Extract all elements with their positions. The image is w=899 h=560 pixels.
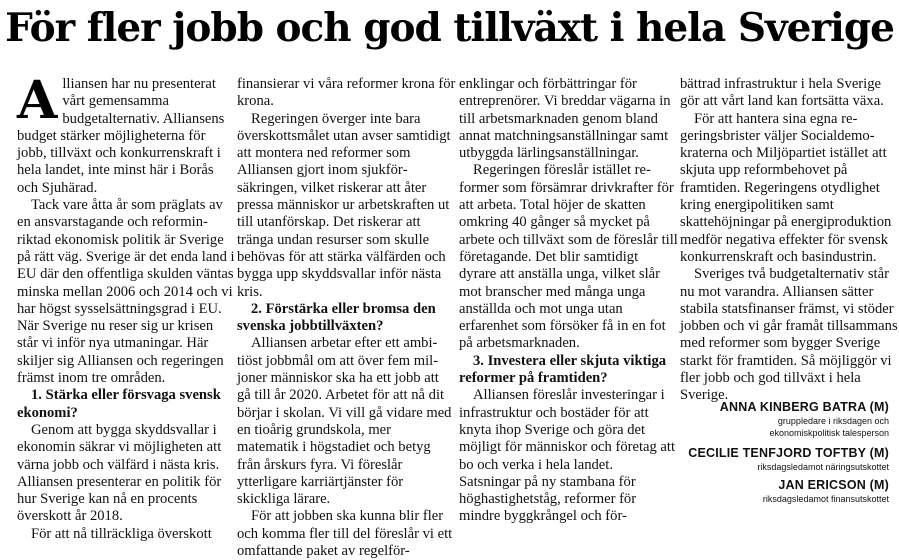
article-column-2 <box>237 76 456 560</box>
signature-name: CECILIE TENFJORD TOFTBY (M) <box>688 446 889 460</box>
signature-block-1 <box>680 400 889 439</box>
signature-title: riksdagsledamot näringsutskottet <box>757 462 889 472</box>
article-column-3 <box>459 76 678 526</box>
body-paragraph: finansierar vi våra reformer krona för krona. <box>237 76 456 110</box>
signature-block-3 <box>680 478 889 505</box>
body-paragraph: Tack vare åtta år som präglats av en ansvarstagande och reforminriktad ekonomisk politik är Sverige på rätt väg. Sverige är det enda land i EU där den offentliga skulden väntas minska mellan 2006 och 2014 och vi har högst sysselsättningsgrad i EU. När Sverige nu reser sig ur krisen står vi inför nya utmaningar. Här skiljer sig Alliansen och regeringen främst inom tre områden. <box>17 197 235 387</box>
body-paragraph: Sveriges två budgetalternativ står nu mot varandra. Alliansen sätter stabila statsfinanser främst, vi stöder jobben och vi går framåt tillsammans med reformer som bygger Sverige starkt för framtiden. Så möjliggör vi fler jobb och god tillväxt i hela Sverige. <box>680 266 898 404</box>
signature-title: ekonomiskpolitisk talesperson <box>769 428 889 438</box>
body-paragraph: enklingar och förbättringar för entreprenörer. Vi breddar vägarna in till arbetsmarknaden genom bland annat matchningsanställningar samt utbyggda lärlingsanställningar. <box>459 76 671 162</box>
body-paragraph: För att nå tillräckliga överskott <box>31 525 212 542</box>
signature-block-2 <box>680 446 889 473</box>
body-paragraph: Genom att bygga skyddsvallar i ekonomin säkrar vi möjligheten att värna jobb och välfärd i nästa kris. Alliansen presenterar en politik för hur Sverige kan nå en procents överskott år 2018. <box>17 421 222 525</box>
body-paragraph: Regeringen föreslår istället reformer som försämrar drivkrafter för att arbeta. Total höjer de skatten omkring 40 gånger så mycket på arbete och tillväxt som de föreslår till företagande. Det blir samtidigt dyrare att anställa unga, vilket slår mot branscher med många unga anställda och mot unga utan erfarenhet som försöker få in en fot på arbetsmarknaden. <box>459 162 678 352</box>
body-paragraph: bättrad infrastruktur i hela Sverige gör att vårt land kan fortsätta växa. <box>680 76 884 110</box>
section-heading-3: 3. Investera eller skjuta viktiga reformer på framtiden? <box>459 352 667 387</box>
body-paragraph: Alliansen arbetar efter ett ambitiöst jobbmål om att över fem miljoner människor ska ha ett jobb att gå till år 2020. Arbetet för att nå dit börjar i skolan. Vi vill gå vidare med en tioårig grundskola, mer matematik i högstadiet och betyg från årskurs fyra. Vi föreslår ytterligare karriärtjänster för skickliga lärare. <box>237 335 452 508</box>
intro-paragraph <box>17 70 236 197</box>
signature-title: gruppledare i riksdagen och <box>777 416 889 426</box>
section-heading-2: 2. Förstärka eller bromsa den svenska jobbtillväxten? <box>237 300 436 335</box>
drop-cap: A <box>17 70 58 131</box>
article-column-1 <box>17 70 236 543</box>
body-paragraph: Alliansen föreslår investeringar i infrastruktur och bostäder för att knyta ihop Sverige och göra det möjligt för människor och företag att bo och verka i hela landet. Satsningar på ny stambana för höghastighetståg, reformer för mindre byggkrångel och för- <box>459 387 676 525</box>
signature-name: ANNA KINBERG BATRA (M) <box>719 400 889 414</box>
section-heading-1: 1. Stärka eller försvaga svensk ekonomi? <box>17 387 221 421</box>
headline: För fler jobb och god tillväxt i hela Sverige <box>5 5 894 51</box>
body-paragraph: För att jobben ska kunna blir fler och komma fler till del föreslår vi ett omfattande paket av regelför- <box>237 508 453 560</box>
article-column-4 <box>680 76 899 405</box>
signature-title: riksdagsledamot finansutskottet <box>762 494 889 504</box>
body-paragraph: Regeringen överger inte bara överskottsmålet utan avser samtidigt att montera ned reformer som Alliansen gjort inom sjukförsäkringen, vilket riskerar att åter pressa människor ur arbetskraften ut till utanförskap. Det riskerar att tränga undan resurser som skulle behövas för att stärka välfärden och bygga upp skyddsvallar inför nästa kris. <box>237 110 451 300</box>
intro-text: lliansen har nu presenterat vårt gemensamma budgetalternativ. Alliansens budget stärker möjligheterna för jobb, tillväxt och konkurrenskraft i hela landet, inte minst här i Borås och Sjuhärad. <box>17 76 225 196</box>
body-paragraph: För att hantera sina egna regeringsbrister väljer Socialdemokraterna och Miljöpartiet istället att skjuta upp reformbehovet på framtiden. Regeringens otydlighet kring energipolitiken samt skattehöjningar på energiproduktion medför negativa effekter för svensk konkurrenskraft och basindustrin. <box>680 110 892 265</box>
signature-name: JAN ERICSON (M) <box>778 478 889 492</box>
